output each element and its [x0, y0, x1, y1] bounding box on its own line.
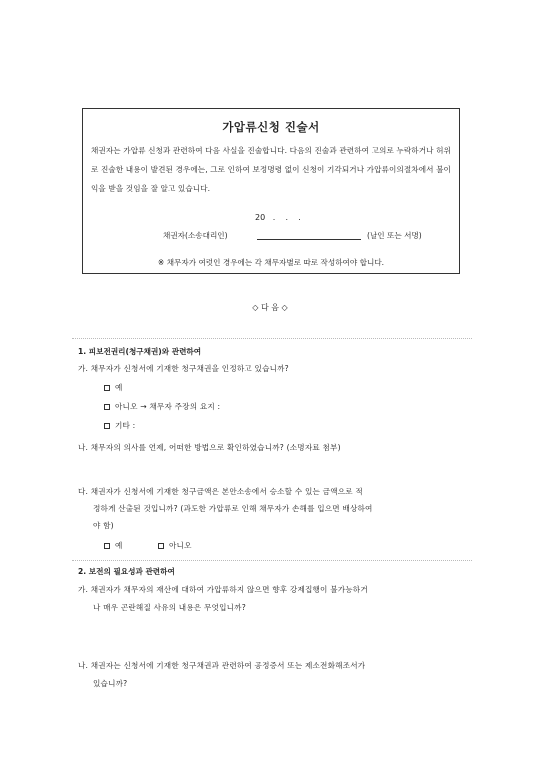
separator-heading: ◇ 다 음 ◇ [252, 303, 288, 312]
divider [72, 338, 472, 339]
checkbox-c-yes[interactable] [104, 543, 110, 549]
section2-heading: 2. 보전의 필요성과 관련하여 [78, 567, 175, 576]
c-option-no[interactable] [158, 540, 192, 551]
divider [72, 560, 472, 561]
option-other[interactable] [104, 420, 135, 431]
signature-line[interactable] [257, 239, 361, 240]
option-yes-label: 예 [115, 383, 123, 392]
date-field[interactable]: 20 . . . [255, 213, 301, 222]
c-option-yes[interactable] [104, 540, 123, 551]
section1-heading: 1. 피보전권리(청구채권)와 관련하여 [78, 347, 202, 356]
checkbox-yes[interactable] [104, 385, 110, 391]
option-other-label: 기타 : [115, 421, 136, 430]
section1-question-a: 가. 채무자가 신청서에 기재한 청구채권을 인정하고 있습니까? [78, 364, 289, 373]
signer-label: 채권자(소송대리인) [163, 231, 228, 240]
checkbox-no[interactable] [104, 404, 110, 410]
statement-title: 가압류신청 진술서 [222, 120, 320, 134]
c-option-yes-label: 예 [115, 541, 123, 550]
section1-question-c-line1: 다. 채권자가 신청서에 기재한 청구금액은 본안소송에서 승소할 수 있는 금액으로 적 [78, 487, 363, 496]
section1-question-c-line2: 정하게 산출된 것입니까? (과도한 가압류로 인해 채무자가 손해를 입으면 배상하여 [93, 504, 373, 513]
statement-box [82, 108, 460, 274]
option-no[interactable] [104, 401, 220, 412]
seal-label: (날인 또는 서명) [367, 231, 422, 240]
checkbox-c-no[interactable] [158, 543, 164, 549]
section2-question-a-line2: 나 매우 곤란해질 사유의 내용은 무엇입니까? [93, 603, 246, 612]
c-option-no-label: 아니오 [169, 541, 192, 550]
multiple-debtor-note: ※ 채무자가 여럿인 경우에는 각 채무자별로 따로 작성하여야 합니다. [157, 258, 385, 267]
checkbox-other[interactable] [104, 423, 110, 429]
section1-question-c-line3: 야 함) [93, 521, 114, 530]
option-yes[interactable] [104, 382, 123, 393]
section2-question-a-line1: 가. 채권자가 채무자의 재산에 대하여 가압류하지 않으면 향후 강제집행이 불가능하거 [78, 585, 368, 594]
section2-question-b-line2: 있습니까? [93, 679, 128, 688]
section2-question-b-line1: 나. 채권자는 신청서에 기재한 청구채권과 관련하여 공정증서 또는 제소전화해조서가 [78, 661, 366, 670]
statement-body: 채권자는 가압류 신청과 관련하여 다음 사실을 진술합니다. 다음의 진술과 관련하여 고의로 누락하거나 허위로 진술한 내용이 발견된 경우에는, 그로 인하여 보정명령 없이 신청이 기각되거나 가압류이의절차에서 불이익을 받을 것임을 잘 알고 있습니다. [91, 146, 451, 193]
option-no-label: 아니오 → 채무자 주장의 요지 : [115, 402, 221, 411]
section1-question-b: 나. 채무자의 의사를 언제, 어떠한 방법으로 확인하였습니까? (소명자료 첨부) [78, 443, 341, 452]
